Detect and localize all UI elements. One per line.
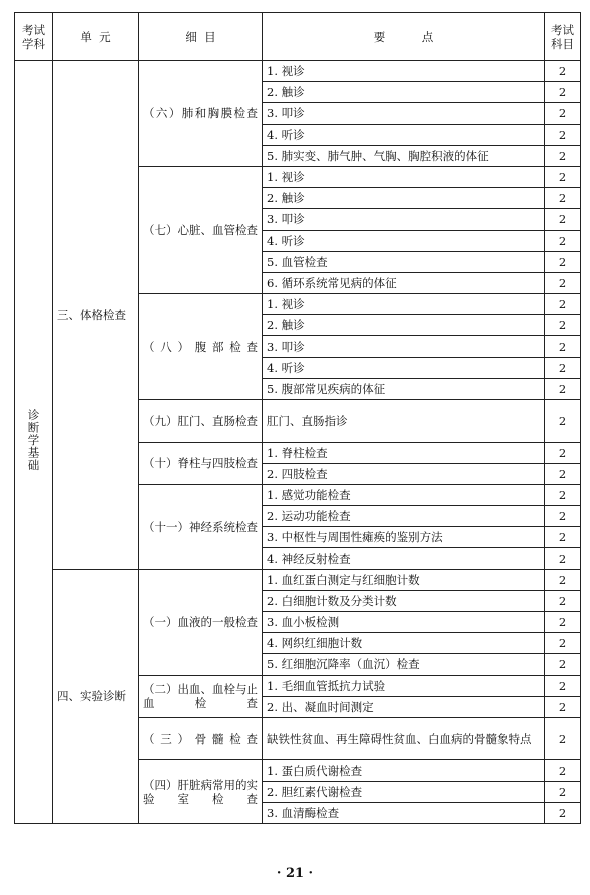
- level-cell: 2: [545, 696, 581, 717]
- level-cell: 2: [545, 442, 581, 463]
- level-cell: 2: [545, 675, 581, 696]
- point-cell: 2. 四肢检查: [263, 463, 545, 484]
- point-cell: 1. 血红蛋白测定与红细胞计数: [263, 569, 545, 590]
- level-cell: 2: [545, 590, 581, 611]
- point-cell: 缺铁性贫血、再生障碍性贫血、白血病的骨髓象特点: [263, 717, 545, 760]
- point-cell: 3. 血小板检测: [263, 612, 545, 633]
- point-cell: 4. 听诊: [263, 357, 545, 378]
- point-cell: 1. 视诊: [263, 166, 545, 187]
- point-cell: 4. 网织红细胞计数: [263, 633, 545, 654]
- subject-label: 诊断学基础: [26, 409, 41, 472]
- level-cell: 2: [545, 633, 581, 654]
- point-cell: 1. 脊柱检查: [263, 442, 545, 463]
- level-cell: 2: [545, 506, 581, 527]
- level-cell: 2: [545, 612, 581, 633]
- level-cell: 2: [545, 654, 581, 675]
- point-cell: 2. 运动功能检查: [263, 506, 545, 527]
- level-cell: 2: [545, 103, 581, 124]
- detail-cell: （六）肺和胸膜检查: [139, 61, 263, 167]
- point-cell: 3. 叩诊: [263, 103, 545, 124]
- point-cell: 5. 肺实变、肺气肿、气胸、胸腔积液的体征: [263, 145, 545, 166]
- level-cell: 2: [545, 378, 581, 399]
- level-cell: 2: [545, 82, 581, 103]
- point-cell: 5. 腹部常见疾病的体征: [263, 378, 545, 399]
- point-cell: 4. 听诊: [263, 230, 545, 251]
- header-level: 考试科目: [545, 13, 581, 61]
- header-point: 要 点: [263, 13, 545, 61]
- point-cell: 2. 出、凝血时间测定: [263, 696, 545, 717]
- level-cell: 2: [545, 781, 581, 802]
- level-cell: 2: [545, 400, 581, 443]
- level-cell: 2: [545, 188, 581, 209]
- point-cell: 1. 视诊: [263, 294, 545, 315]
- level-cell: 2: [545, 209, 581, 230]
- detail-cell: （三）骨髓检查: [139, 717, 263, 760]
- point-cell: 3. 中枢性与周围性瘫痪的鉴别方法: [263, 527, 545, 548]
- detail-cell: （八）腹部检查: [139, 294, 263, 400]
- header-unit: 单 元: [53, 13, 139, 61]
- point-cell: 3. 叩诊: [263, 209, 545, 230]
- level-cell: 2: [545, 251, 581, 272]
- point-cell: 6. 循环系统常见病的体征: [263, 272, 545, 293]
- detail-cell: （十）脊柱与四肢检查: [139, 442, 263, 484]
- level-cell: 2: [545, 760, 581, 781]
- point-cell: 5. 血管检查: [263, 251, 545, 272]
- table-row: [15, 569, 581, 590]
- level-cell: 2: [545, 484, 581, 505]
- point-cell: 2. 胆红素代谢检查: [263, 781, 545, 802]
- level-cell: 2: [545, 357, 581, 378]
- level-cell: 2: [545, 717, 581, 760]
- header-subject: 考试学科: [15, 13, 53, 61]
- table-body: [15, 61, 581, 824]
- detail-cell: （十一）神经系统检查: [139, 484, 263, 569]
- point-cell: 4. 神经反射检查: [263, 548, 545, 569]
- point-cell: 4. 听诊: [263, 124, 545, 145]
- point-cell: 2. 触诊: [263, 82, 545, 103]
- point-cell: 1. 蛋白质代谢检查: [263, 760, 545, 781]
- point-cell: 1. 毛细血管抵抗力试验: [263, 675, 545, 696]
- point-cell: 1. 视诊: [263, 61, 545, 82]
- level-cell: 2: [545, 463, 581, 484]
- point-cell: 2. 触诊: [263, 315, 545, 336]
- table-row: [15, 61, 581, 82]
- level-cell: 2: [545, 548, 581, 569]
- level-cell: 2: [545, 315, 581, 336]
- detail-cell: （二）出血、血栓与止血检查: [139, 675, 263, 717]
- level-cell: 2: [545, 569, 581, 590]
- level-cell: 2: [545, 145, 581, 166]
- point-cell: 3. 血清酶检查: [263, 802, 545, 823]
- level-cell: 2: [545, 272, 581, 293]
- header-row: [15, 13, 581, 61]
- level-cell: 2: [545, 336, 581, 357]
- level-cell: 2: [545, 124, 581, 145]
- header-detail: 细 目: [139, 13, 263, 61]
- detail-cell: （七）心脏、血管检查: [139, 166, 263, 293]
- point-cell: 2. 白细胞计数及分类计数: [263, 590, 545, 611]
- unit-cell: 三、体格检查: [53, 61, 139, 570]
- subject-cell: [15, 61, 53, 824]
- point-cell: 肛门、直肠指诊: [263, 400, 545, 443]
- point-cell: 5. 红细胞沉降率（血沉）检查: [263, 654, 545, 675]
- point-cell: 3. 叩诊: [263, 336, 545, 357]
- point-cell: 2. 触诊: [263, 188, 545, 209]
- level-cell: 2: [545, 230, 581, 251]
- syllabus-table: [14, 12, 581, 824]
- level-cell: 2: [545, 166, 581, 187]
- page-number: · 21 ·: [276, 866, 314, 881]
- detail-cell: （一）血液的一般检查: [139, 569, 263, 675]
- detail-cell: （九）肛门、直肠检查: [139, 400, 263, 443]
- point-cell: 1. 感觉功能检查: [263, 484, 545, 505]
- level-cell: 2: [545, 294, 581, 315]
- unit-cell: 四、实验诊断: [53, 569, 139, 823]
- level-cell: 2: [545, 61, 581, 82]
- level-cell: 2: [545, 527, 581, 548]
- level-cell: 2: [545, 802, 581, 823]
- detail-cell: （四）肝脏病常用的实验室检查: [139, 760, 263, 824]
